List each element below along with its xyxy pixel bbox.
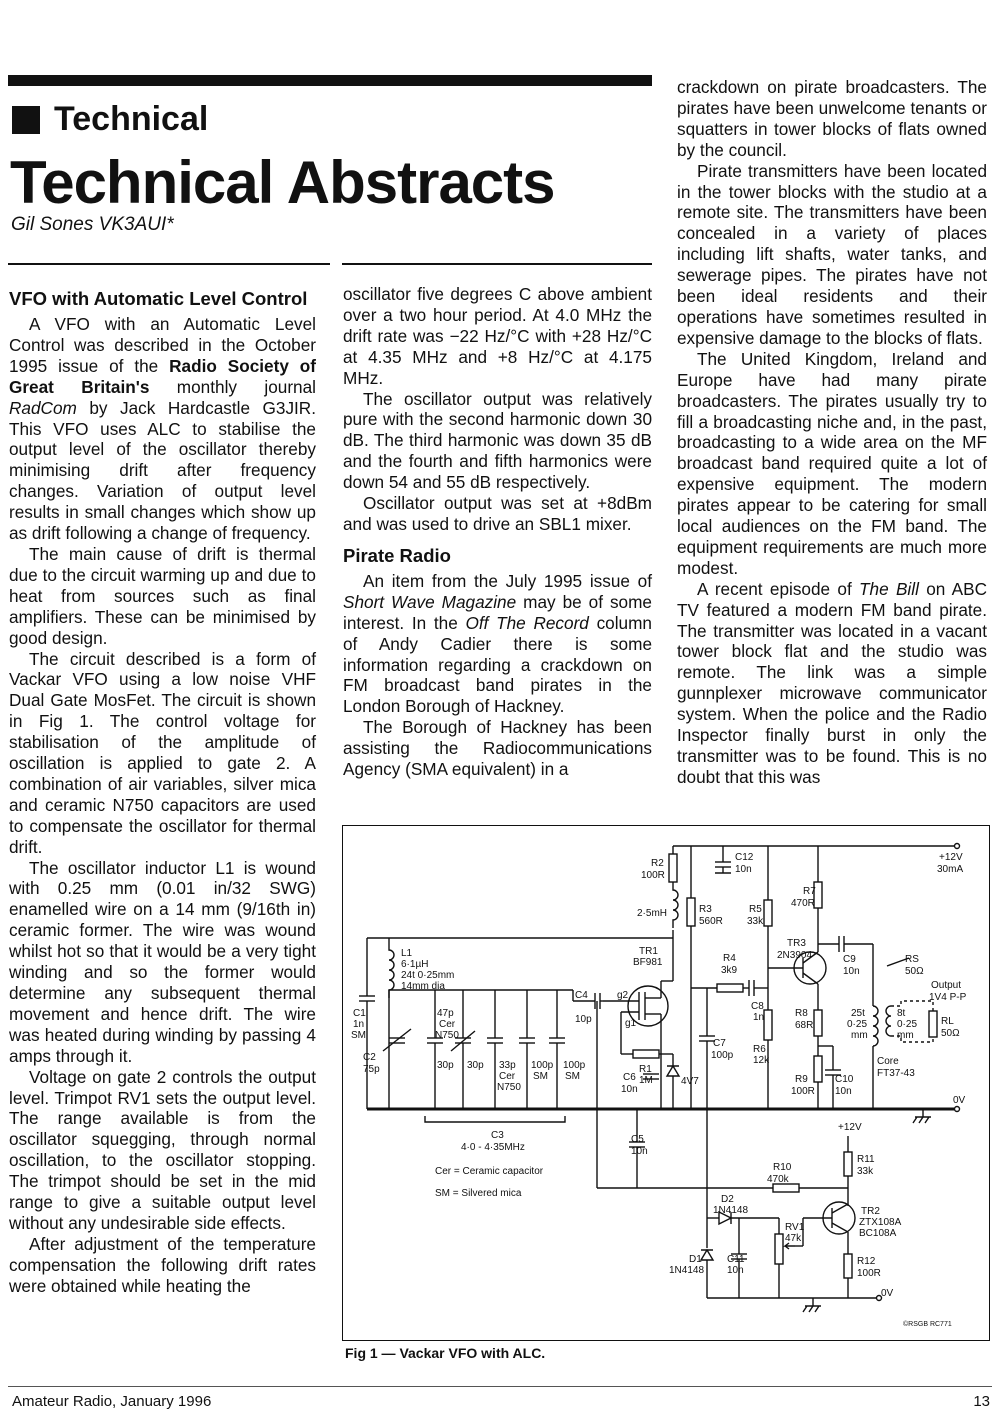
label: R2: [651, 858, 664, 869]
paragraph: The main cause of drift is thermal due to the circuit warming up and due to heat from sources such as final amplifiers. These can be minimised by good design.: [9, 543, 316, 648]
text-run: by Jack Hardcastle G3JIR. This VFO uses ALC to stabilise the output level of the oscillator thereby minimising drift after frequency changes. Variation of output level results in small changes which show up as drift following a change of frequency.: [9, 397, 316, 544]
label: 2N3904: [777, 950, 813, 961]
text-run-italic: The Bill: [859, 578, 919, 599]
label: C10: [835, 1074, 854, 1085]
text-run-bold: Radio Society of Great Britain's: [9, 355, 316, 397]
text-run: monthly journal: [149, 376, 316, 397]
paragraph: The circuit described is a form of Vackar VFO using a low noise VHF Dual Gate MosFet. The circuit is shown in Fig 1. The control voltage for stabilisation of the amplitude of oscillation is applied to gate 2. A combination of air variables, silver mica and ceramic N750 capacitors are used to compensate the oscillator for thermal drift.: [9, 648, 316, 857]
section-square-icon: [12, 106, 40, 134]
resistor-r10: [773, 1184, 799, 1192]
label: 0V: [881, 1288, 894, 1299]
paragraph: After adjustment of the temperature compensation the following drift rates were obtained while heating the: [9, 1233, 316, 1296]
label: R8: [795, 1008, 808, 1019]
label: 24t 0·25mm: [401, 970, 455, 981]
label: 10n: [621, 1084, 638, 1095]
page-title: Technical Abstracts: [10, 149, 555, 216]
circuit-diagram: [343, 826, 989, 1340]
label: 30p: [437, 1060, 454, 1071]
transformer-secondary: [886, 1006, 891, 1036]
label: 4V7: [681, 1076, 699, 1087]
paragraph: The Borough of Hackney has been assisting the Radiocommunications Agency (SMA equivalent) in a: [343, 717, 652, 780]
label: 100p: [563, 1060, 586, 1071]
resistor-r5: [764, 900, 772, 926]
label: 30mA: [937, 864, 964, 875]
transformer-primary: [873, 1006, 878, 1046]
text-run: A recent episode of: [697, 578, 860, 599]
label: R7: [803, 886, 816, 897]
resistor-r6: [764, 1010, 772, 1040]
label: RV1: [785, 1222, 805, 1233]
resistor-r9: [814, 1056, 822, 1082]
label: Core: [877, 1056, 899, 1067]
article-heading: Pirate Radio: [343, 544, 451, 566]
inductor-l1: [389, 938, 394, 998]
circuit-figure: [342, 825, 990, 1341]
label: 30p: [467, 1060, 484, 1071]
label: SM: [565, 1071, 580, 1082]
label: g1: [625, 1018, 637, 1029]
label: 100R: [791, 1086, 815, 1097]
label: D1: [689, 1254, 702, 1265]
label: 25t: [851, 1008, 865, 1019]
label: R10: [773, 1162, 792, 1173]
label: 3k9: [721, 965, 738, 976]
label: 0V: [953, 1095, 966, 1106]
paragraph: [343, 571, 652, 717]
resistor-r3: [687, 898, 695, 926]
paragraph: The oscillator output was relatively pure with the second harmonic down 30 dB. The third harmonic was down 35 dB and the fourth and fifth harmonics were down 54 and 55 dB respectively.: [343, 388, 652, 493]
capacitor-bank: [383, 990, 565, 1122]
label: 10p: [575, 1014, 592, 1025]
terminal: [955, 844, 960, 849]
label: R12: [857, 1256, 876, 1267]
label: C11: [727, 1254, 745, 1265]
trimpot-rv1: [775, 1234, 783, 1264]
label: SM = Silvered mica: [435, 1188, 522, 1199]
label: mm: [851, 1030, 868, 1041]
label: C3: [491, 1130, 504, 1141]
ground-symbol: [913, 1109, 931, 1123]
load-resistor: [929, 1011, 937, 1037]
label: R3: [699, 904, 712, 915]
label: Cer = Ceramic capacitor: [435, 1166, 544, 1177]
label: C12: [735, 852, 754, 863]
label: C5: [631, 1134, 644, 1145]
paragraph: [677, 579, 987, 788]
text-run: may be of some interest. In the: [343, 591, 652, 633]
resistor-r4: [717, 984, 743, 992]
label: 75p: [363, 1064, 380, 1075]
label: Cer: [439, 1019, 456, 1030]
figure-caption: Fig 1 — Vackar VFO with ALC.: [345, 1345, 546, 1361]
label: C2: [363, 1052, 376, 1063]
label: 470R: [791, 898, 815, 909]
section-label-text: Technical: [54, 100, 209, 138]
label: ©RSGB RC771: [903, 1321, 952, 1328]
label: 4·0 - 4·35MHz: [461, 1142, 525, 1153]
label: +12V: [838, 1122, 862, 1133]
label: Output: [931, 980, 962, 991]
diode-d1: [701, 1250, 713, 1260]
terminal: [955, 1107, 960, 1112]
ground-symbol: [803, 1298, 821, 1312]
resistor-r8: [814, 1010, 822, 1036]
zener-diode: [667, 1066, 679, 1076]
label: 100p: [711, 1050, 734, 1061]
label: ZTX108A: [859, 1217, 902, 1228]
paragraph: Oscillator output was set at +8dBm and was used to drive an SBL1 mixer.: [343, 493, 652, 534]
inductor-choke: [673, 882, 678, 928]
label: 1V4 P-P: [929, 992, 967, 1003]
paragraph: crackdown on pirate broadcasters. The pirates have been unwelcome tenants or squatters in tower blocks of flats owned by the council.: [677, 77, 987, 160]
label: 47k: [785, 1233, 802, 1244]
label: 6·1µH: [401, 959, 429, 970]
label: C6: [623, 1072, 636, 1083]
label: R6: [753, 1044, 766, 1055]
footer-publication: Amateur Radio, January 1996: [12, 1393, 212, 1410]
label: 100R: [641, 870, 665, 881]
resistor-r1: [633, 1050, 659, 1058]
column-3: [677, 77, 987, 788]
label: 68R: [795, 1020, 814, 1031]
label: Cer: [499, 1071, 516, 1082]
resistor-r2: [669, 854, 677, 882]
label: R5: [749, 904, 762, 915]
label: +12V: [939, 852, 963, 863]
label: TR3: [787, 938, 806, 949]
label: R4: [723, 953, 736, 964]
label: 1N4148: [669, 1265, 705, 1276]
label: 47p: [437, 1008, 454, 1019]
label: R1: [639, 1064, 652, 1075]
column-rule: [8, 263, 330, 265]
footer-rule: [8, 1386, 992, 1387]
column-rule: [342, 263, 652, 265]
paragraph: Voltage on gate 2 controls the output level. Trimpot RV1 sets the output level. The range available is from the oscillator squegging, through normal oscillation, to the oscillator stopping. The trimpot should be set in the mid range to give a suitable output level without any undesirable side effects.: [9, 1066, 316, 1233]
label: 1n: [753, 1012, 765, 1023]
label: 10n: [843, 966, 860, 977]
label: 33k: [857, 1166, 874, 1177]
label: 14mm dia: [401, 981, 445, 992]
text-run-italic: Off The Record: [465, 612, 589, 633]
label: 10n: [835, 1086, 852, 1097]
label: C9: [843, 954, 856, 965]
label: R9: [795, 1074, 808, 1085]
label: C7: [713, 1038, 726, 1049]
label: 10n: [631, 1146, 648, 1157]
section-label: [12, 100, 208, 139]
column-1: [9, 288, 316, 1297]
label: N750: [435, 1030, 459, 1041]
label: RL: [941, 1016, 954, 1027]
label: mm: [897, 1030, 914, 1041]
label: 2·5mH: [637, 908, 668, 919]
label: 33k: [747, 916, 764, 927]
text-run: A VFO with an Automatic Level Control was described in the October 1995 issue of the: [9, 314, 316, 376]
label: 0·25: [847, 1019, 868, 1030]
label: C4: [575, 990, 588, 1001]
label: BC108A: [859, 1228, 897, 1239]
label: SM: [533, 1071, 548, 1082]
paragraph: The oscillator inductor L1 is wound with 0.25 mm (0.01 in/32 SWG) enamelled wire on a 14 mm (9/16th in) ceramic former. The wire was wound whilst hot so that it would be a very tight winding and so the former would determine any subsequent thermal movement and hence drift. The wire was heated during winding by passing 4 amps through it.: [9, 857, 316, 1066]
resistor-r12: [844, 1254, 852, 1278]
label: 1M: [639, 1075, 653, 1086]
label: 33p: [499, 1060, 516, 1071]
author: Gil Sones VK3AUI*: [11, 214, 174, 235]
paragraph: Pirate transmitters have been located in the tower blocks with the studio at a remote site. The transmitters have been concealed in a variety of places including lift shafts, water tanks, and sewerage pipes. The pirates have not been ideal residents and their operations have sometimes resulted in expensive damage to the blocks of flats.: [677, 160, 987, 348]
article-heading: VFO with Automatic Level Control: [9, 288, 308, 309]
page-number: 13: [973, 1393, 990, 1410]
label: 560R: [699, 916, 723, 927]
label: 10n: [735, 864, 752, 875]
label: 0·25: [897, 1019, 918, 1030]
label: 470k: [767, 1174, 789, 1185]
text-run: on ABC TV featured a modern FM band pirate. The transmitter was located in a vacant tower block flat and the studio was remote. The link was a simple gunnplexer microwave communicator system. When the police and the Radio Inspector finally burst in only the transmitter was to be found. This is no doubt that this was: [677, 578, 988, 787]
paragraph: oscillator five degrees C above ambient over a two hour period. At 4.0 MHz the drift rate was −22 Hz/°C with +28 Hz/°C at 4.35 MHz and +8 Hz/°C at 4.175 MHz.: [343, 284, 652, 388]
label: BF981: [633, 957, 663, 968]
text-run: column of Andy Cadier there is some information regarding a crackdown on FM broadcast band pirates in the London Borough of Hackney.: [343, 612, 652, 717]
text-run: An item from the July 1995 issue of: [363, 570, 652, 591]
label: 1n: [353, 1019, 365, 1030]
label: 1N4148: [713, 1205, 749, 1216]
label: RS: [905, 954, 919, 965]
label: 10n: [727, 1265, 744, 1276]
label: FT37-43: [877, 1068, 915, 1079]
label: 100R: [857, 1268, 881, 1279]
label: 50Ω: [905, 966, 924, 977]
resistor-r11: [844, 1152, 852, 1176]
paragraph: [9, 314, 316, 544]
text-run-italic: Short Wave Magazine: [343, 591, 517, 612]
label: SM: [351, 1030, 366, 1041]
label: C1: [353, 1008, 366, 1019]
label: C8: [751, 1001, 764, 1012]
label: 50Ω: [941, 1028, 960, 1039]
label: N750: [497, 1082, 521, 1093]
label: R11: [857, 1154, 875, 1165]
label: D2: [721, 1194, 734, 1205]
column-2: [343, 284, 652, 780]
paragraph: The United Kingdom, Ireland and Europe have had many pirate broadcasters. The pirates usually try to fill a broadcasting niche and, in the past, broadcasting to a wide area on the MF broadcast band required quite a lot of expensive equipment. The modern pirates appear to be catering for small local audiences on the FM band. The equipment requirements are much more modest.: [677, 348, 987, 578]
label: L1: [401, 948, 413, 959]
label: g2: [617, 990, 629, 1001]
label: 100p: [531, 1060, 554, 1071]
label: TR1: [639, 946, 658, 957]
header-rule: [8, 75, 652, 86]
label: 12k: [753, 1055, 770, 1066]
label: 8t: [897, 1008, 906, 1019]
label: TR2: [861, 1206, 880, 1217]
text-run-italic: RadCom: [9, 397, 77, 418]
